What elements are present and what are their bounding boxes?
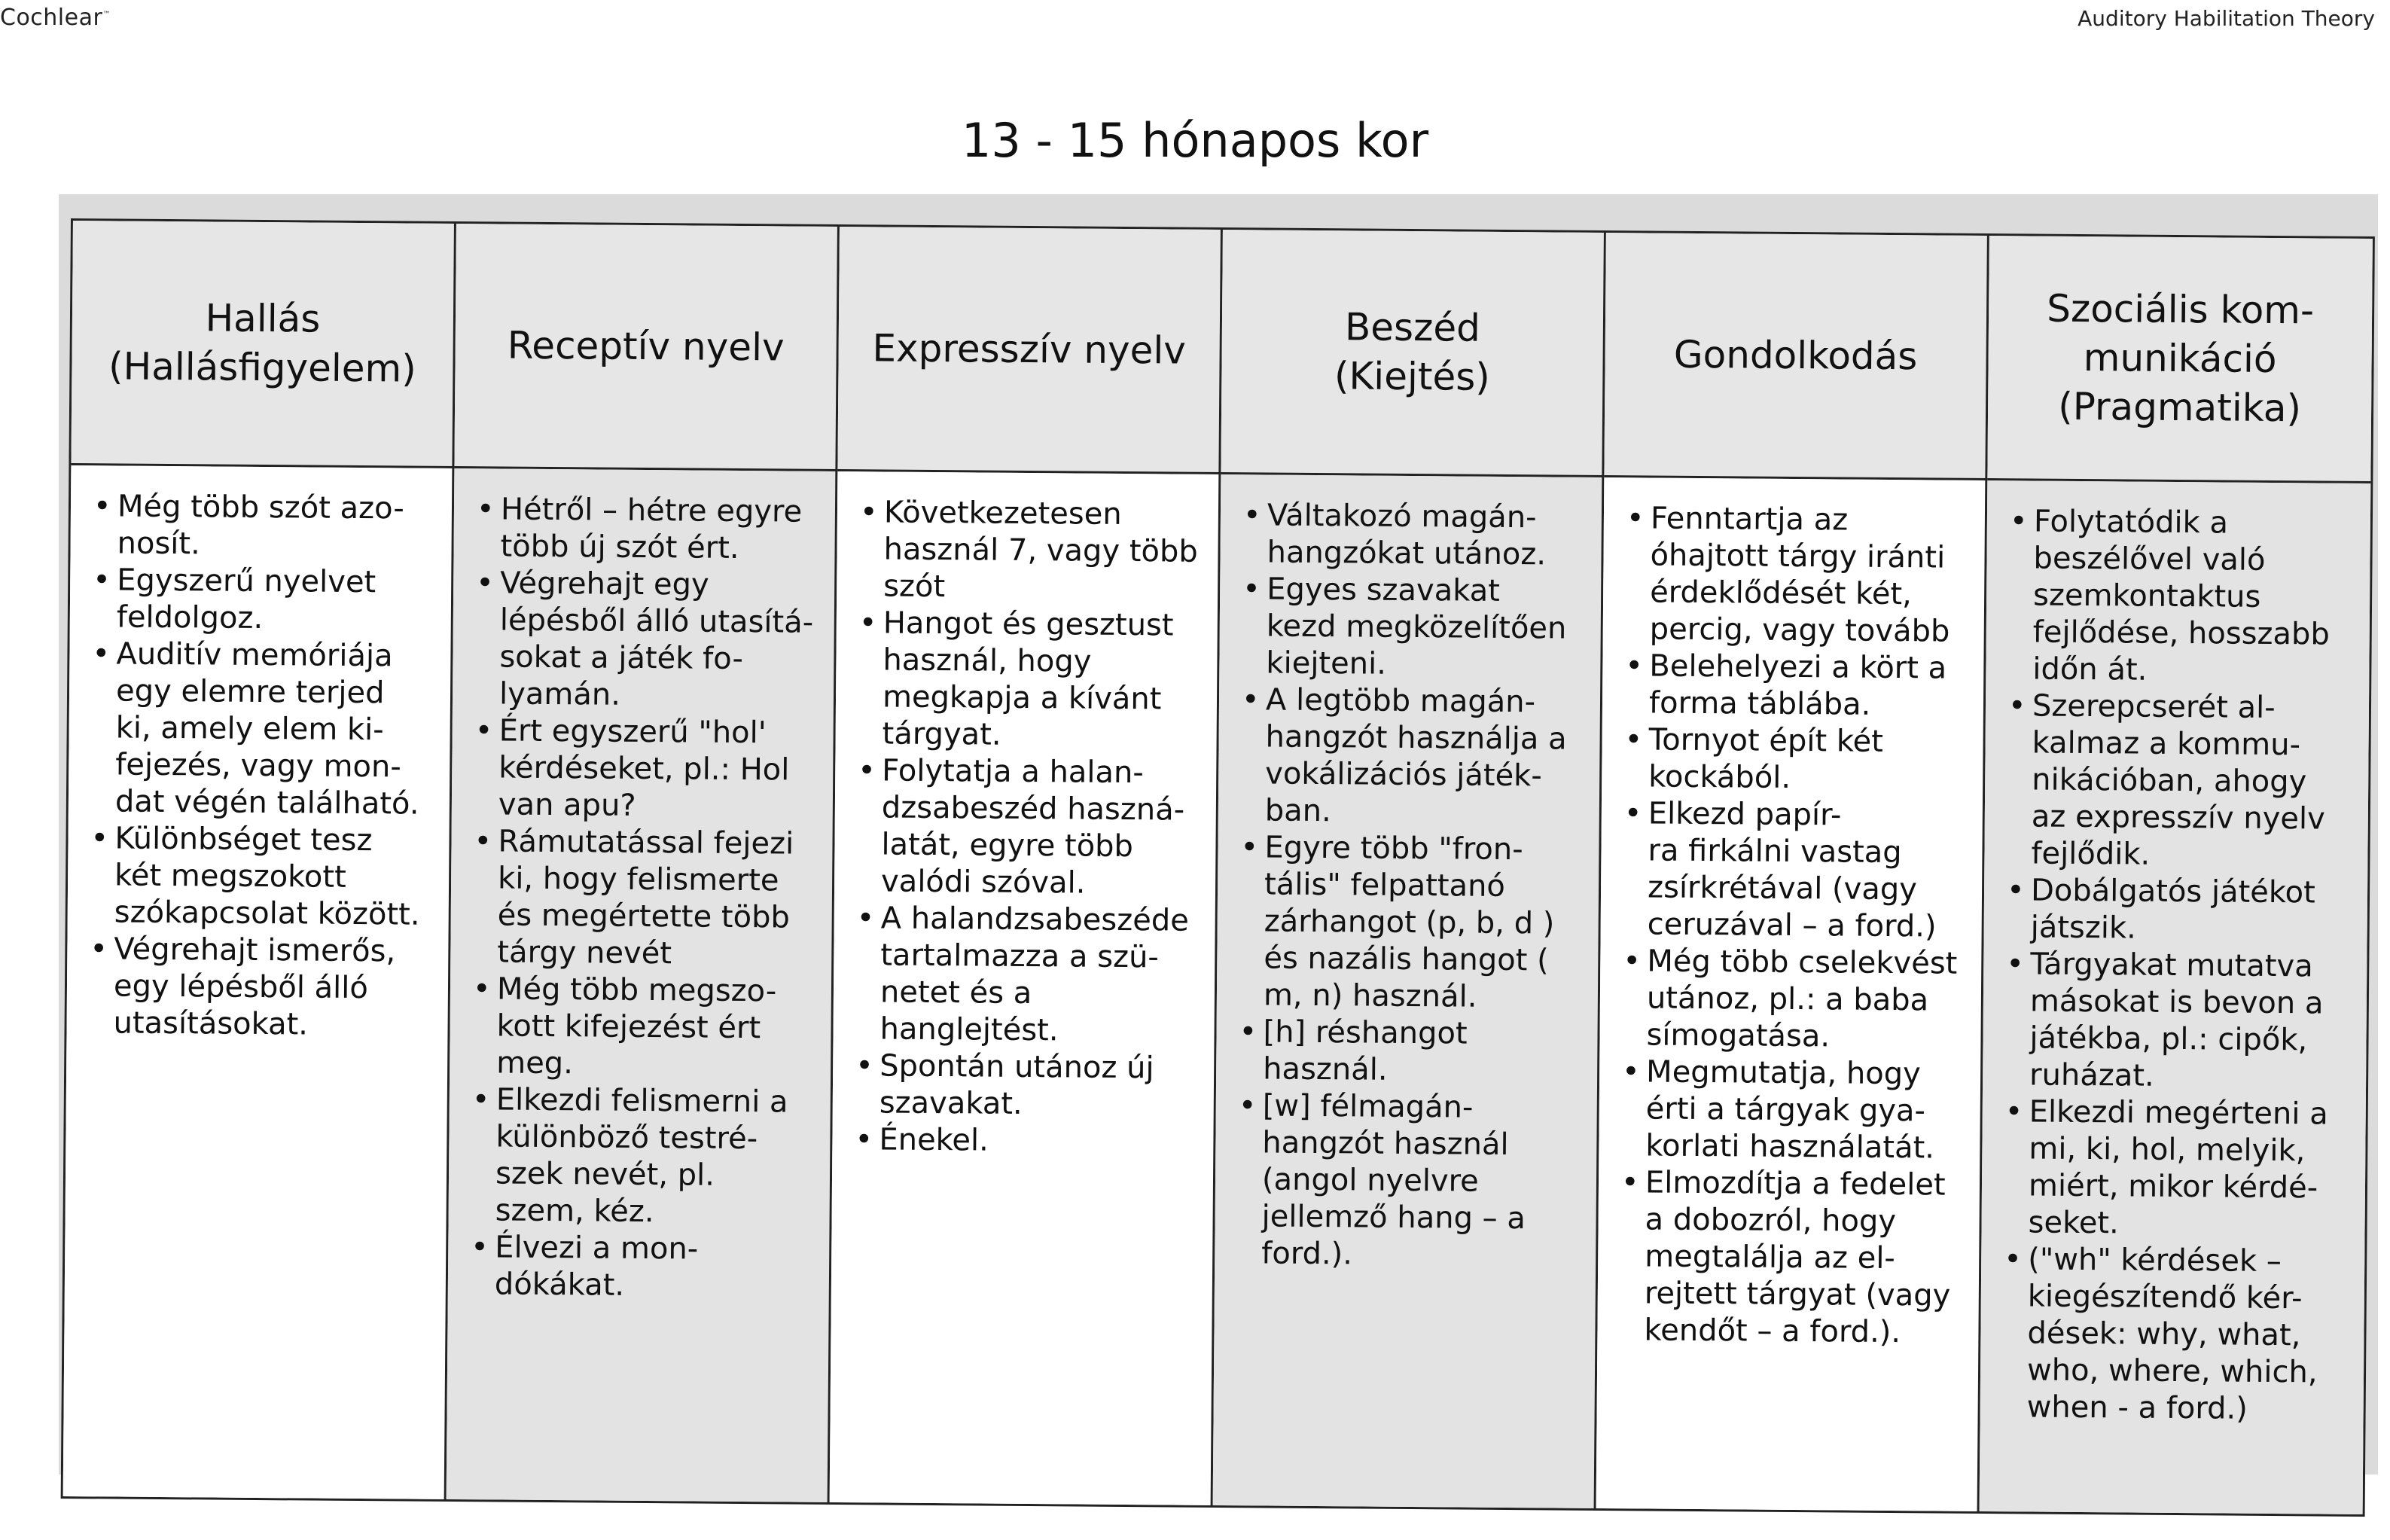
document-series-title: Auditory Habilitation Theory bbox=[2078, 6, 2375, 31]
column-body-gondolkodas bbox=[1596, 477, 1988, 1511]
list-item: • Spontán utánoz új szavakat. bbox=[855, 1048, 1198, 1124]
list-item: • Folytatja a halan- dzsabeszéd haszná- latát, egyre több valódi szóval. bbox=[857, 752, 1200, 903]
column-header-beszed: Beszéd (Kiejtés) bbox=[1221, 230, 1606, 477]
brand-trademark: ™ bbox=[102, 11, 111, 19]
column-header-gondolkodas: Gondolkodás bbox=[1604, 233, 1989, 480]
list-item: • Elkezdi megérteni a mi, ki, hol, melyik, miért, mikor kérdé- seket. bbox=[2004, 1093, 2349, 1244]
list-item: • Énekel. bbox=[855, 1121, 1197, 1161]
column-body-hallas bbox=[63, 465, 455, 1499]
list-item: • Belehelyezi a kört a forma táblába. bbox=[1625, 648, 1968, 724]
list-item: • Rámutatással fejezi ki, hogy felismerte és megértette több tárgy nevét bbox=[473, 823, 816, 974]
list-item: • Elkezdi felismerni a különböző testré- szek nevét, pl. szem, kéz. bbox=[471, 1081, 814, 1232]
page-title: 13 - 15 hónapos kor bbox=[961, 113, 1429, 168]
list-item: • Tornyot épít két kockából. bbox=[1624, 721, 1967, 798]
list-item: • A halandzsabeszéde tartalmazza a szü- netet és a hanglejtést. bbox=[855, 900, 1199, 1051]
column-body-szocialis-kommunikacio bbox=[1980, 480, 2371, 1514]
list-item: • Dobálgatós játékot játszik. bbox=[2006, 872, 2351, 949]
column-body-receptiv-nyelv bbox=[447, 468, 838, 1502]
list-item: • Élvezi a mon- dókákat. bbox=[471, 1229, 813, 1306]
column-header-receptiv-nyelv: Receptív nyelv bbox=[454, 224, 840, 471]
list-item: • Hangot és gesztust használ, hogy megkapja a kívánt tárgyat. bbox=[858, 605, 1201, 755]
column-header-expressziv-nyelv: Expresszív nyelv bbox=[837, 227, 1223, 474]
list-item: • Elkezd papír- ra firkálni vastag zsírkrétával (vagy ceruzával – a ford.) bbox=[1623, 795, 1967, 946]
list-item: • Elmozdítja a fedelet a dobozról, hogy megtalálja az el- rejtett tárgyat (vagy kendőt – a ford.). bbox=[1620, 1164, 1963, 1352]
list-item: • Váltakozó magán- hangzókat utánoz. bbox=[1242, 497, 1585, 574]
list-item: • Egyre több "fron- tális" felpattanó zárhangot (p, b, d ) és nazális hangot ( m, n) használ. bbox=[1239, 829, 1583, 1017]
list-item: • Hétről – hétre egyre több új szót ért. bbox=[476, 491, 819, 568]
list-item: • [w] félmagán- hangzót használ (angol nyelvre jellemző hang – a ford.). bbox=[1237, 1087, 1581, 1275]
list-item: • Folytatódik a beszélővel való szemkontaktus fejlődése, hosszabb időn át. bbox=[2008, 503, 2354, 691]
list-item: • Következetesen használ 7, vagy több szót bbox=[859, 494, 1202, 608]
list-item: • Tárgyakat mutatva másokat is bevon a játékba, pl.: cipők, ruházat. bbox=[2005, 946, 2351, 1096]
column-body-expressziv-nyelv bbox=[830, 471, 1221, 1505]
list-item: • Különbséget tesz két megszokott szókapcsolat között. bbox=[90, 820, 433, 934]
list-item: • Még több szót azo- nosít. bbox=[93, 488, 435, 565]
list-item: • [h] réshangot használ. bbox=[1239, 1014, 1581, 1090]
list-item: • Ért egyszerű "hol' kérdéseket, pl.: Hol van apu? bbox=[474, 712, 817, 826]
list-item: • Még több megszo- kott kifejezést ért meg. bbox=[472, 971, 815, 1084]
list-item: • Fenntartja az óhajtott tárgy iránti érdeklődését két, percig, vagy tovább bbox=[1626, 500, 1969, 651]
list-item: • Egyszerű nyelvet feldolgoz. bbox=[93, 562, 435, 639]
list-item: • Végrehajt egy lépésből álló utasítá- sokat a játék fo- lyamán. bbox=[475, 565, 819, 715]
list-item: • Még több cselekvést utánoz, pl.: a baba símogatása. bbox=[1622, 943, 1965, 1057]
list-item: • Auditív memóriája egy elemre terjed ki, amely elem ki- fejezés, vagy mon- dat végén található. bbox=[91, 636, 434, 823]
list-item: • Egyes szavakat kezd megközelítően kiejteni. bbox=[1242, 571, 1584, 685]
list-item: • Megmutatja, hogy érti a tárgyak gya- korlati használatát. bbox=[1621, 1054, 1964, 1167]
column-body-beszed bbox=[1213, 474, 1605, 1508]
list-item: • Végrehajt ismerős, egy lépésből álló utasításokat. bbox=[89, 931, 431, 1044]
list-item: • ("wh" kérdések – kiegészítendő kér- dések: why, what, who, where, which, when - a ford.) bbox=[2002, 1241, 2348, 1429]
column-header-szocialis-kommunikacio: Szociális kom- munikáció (Pragmatika) bbox=[1987, 236, 2373, 483]
list-item: • A legtöbb magán- hangzót használja a vokálizációs játék- ban. bbox=[1241, 682, 1584, 832]
brand-logo bbox=[0, 5, 111, 31]
list-item: • Szerepcserét al- kalmaz a kommu- nikációban, ahogy az expresszív nyelv fejlődik. bbox=[2007, 688, 2352, 875]
column-header-hallas: Hallás (Hallásfigyelem) bbox=[71, 221, 456, 468]
brand-name: Cochlear bbox=[0, 5, 103, 31]
milestone-table bbox=[61, 218, 2375, 1517]
